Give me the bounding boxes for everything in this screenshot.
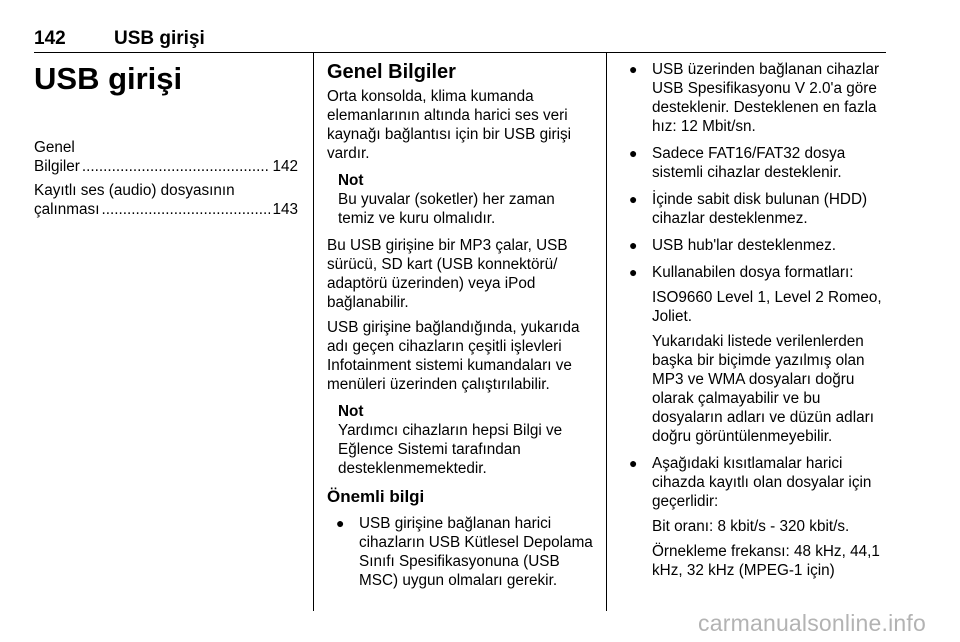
bullet-icon: ●: [336, 515, 345, 531]
bullet-icon: ●: [629, 455, 638, 471]
bullet-icon: ●: [629, 191, 638, 207]
toc-entry-title: Genel Bilgiler: [34, 139, 80, 175]
list-item-subtext: ISO9660 Level 1, Level 2 Romeo, Joliet.: [652, 289, 882, 325]
list-item: [327, 514, 595, 590]
bullet-list: [620, 60, 888, 580]
list-item-subtext: Yukarıdaki listede verilenlerden başka bir biçimde yazılmış olan MP3 ve WMA dosyaları doğru olarak çalmayabilir ve bu dosyaların adları ve düzün adları doğru görüntülenmeyebilir.: [652, 333, 874, 445]
list-item-text: Sadece FAT16/FAT32 dosya sistemli cihazlar desteklenir.: [652, 145, 846, 181]
page-header: [34, 26, 886, 53]
toc-entry-kayitli-ses[interactable]: [34, 181, 298, 219]
bullet-icon: ●: [629, 61, 638, 77]
chapter-title: USB girişi: [34, 61, 183, 96]
intro-paragraph: Orta konsolda, klima kumanda elemanlarının altında harici ses veri kaynağı bağlantısı için bir USB girişi vardır.: [327, 88, 572, 162]
note-label: Not: [338, 403, 364, 420]
toc-leader-dots: [82, 157, 271, 176]
toc-entry-page: 143: [272, 201, 298, 218]
toc-entry-title-line1: Kayıtlı ses (audio) dosyasının: [34, 182, 235, 199]
list-item-text: USB üzerinden bağlanan cihazlar USB Spesifikasyonu V 2.0'a göre desteklenir. Desteklenen en fazla hız: 12 Mbit/sn.: [652, 61, 880, 135]
watermark: carmanualsonline.info: [698, 610, 926, 636]
section-title: Genel Bilgiler: [327, 61, 456, 83]
list-item: [620, 144, 888, 182]
list-item-text: Aşağıdaki kısıtlamalar harici cihazda kayıtlı olan dosyalar için geçerlidir:: [652, 455, 872, 510]
list-item: [620, 60, 888, 136]
note-box: [338, 402, 595, 478]
list-item-subtext: Örnekleme frekansı: 48 kHz, 44,1 kHz, 32 kHz (MPEG-1 için): [652, 543, 880, 579]
toc-entry-title-line2: çalınması: [34, 201, 100, 218]
bullet-icon: ●: [629, 264, 638, 280]
list-item: [620, 190, 888, 228]
bullet-icon: ●: [629, 237, 638, 253]
list-item-text: Kullanabilen dosya formatları:: [652, 264, 854, 281]
note-text: Yardımcı cihazların hepsi Bilgi ve Eğlence Sistemi tarafından desteklenmemektedir.: [338, 422, 563, 477]
column-divider-right: [606, 52, 607, 611]
running-title: USB girişi: [114, 28, 205, 49]
subsection-title: Önemli bilgi: [327, 487, 425, 506]
middle-column: [327, 60, 595, 598]
list-item: [620, 263, 888, 446]
list-item-text: USB hub'lar desteklenmez.: [652, 237, 837, 254]
list-item: [620, 454, 888, 580]
toc-leader-dots: [101, 200, 270, 219]
paragraph: USB girişine bağlandığında, yukarıda adı geçen cihazların çeşitli işlevleri Infotainment sistemi kumandaları ve menüleri üzerinden çalıştırılabilir.: [327, 319, 580, 393]
page-number: 142: [34, 28, 66, 49]
toc-entry-page: 142: [272, 158, 298, 175]
list-item-subtext: Bit oranı: 8 kbit/s - 320 kbit/s.: [652, 518, 850, 535]
toc-entry-genel-bilgiler[interactable]: [34, 138, 298, 176]
bullet-list: [327, 514, 595, 590]
right-column: [620, 60, 888, 588]
note-text: Bu yuvalar (soketler) her zaman temiz ve kuru olmalıdır.: [338, 191, 555, 227]
bullet-icon: ●: [629, 145, 638, 161]
paragraph: Bu USB girişine bir MP3 çalar, USB sürücü, SD kart (USB konnektörü/ adaptörü üzerinden) veya iPod bağlanabilir.: [327, 237, 568, 311]
left-column: [34, 60, 298, 219]
note-box: [338, 171, 595, 228]
note-label: Not: [338, 172, 364, 189]
list-item-text: İçinde sabit disk bulunan (HDD) cihazlar desteklenmez.: [652, 191, 868, 227]
list-item-text: USB girişine bağlanan harici cihazların USB Kütlesel Depolama Sınıfı Spesifikasyonuna (USB MSC) uygun olmaları gerekir.: [359, 515, 593, 589]
list-item: [620, 236, 888, 255]
column-divider-left: [313, 52, 314, 611]
